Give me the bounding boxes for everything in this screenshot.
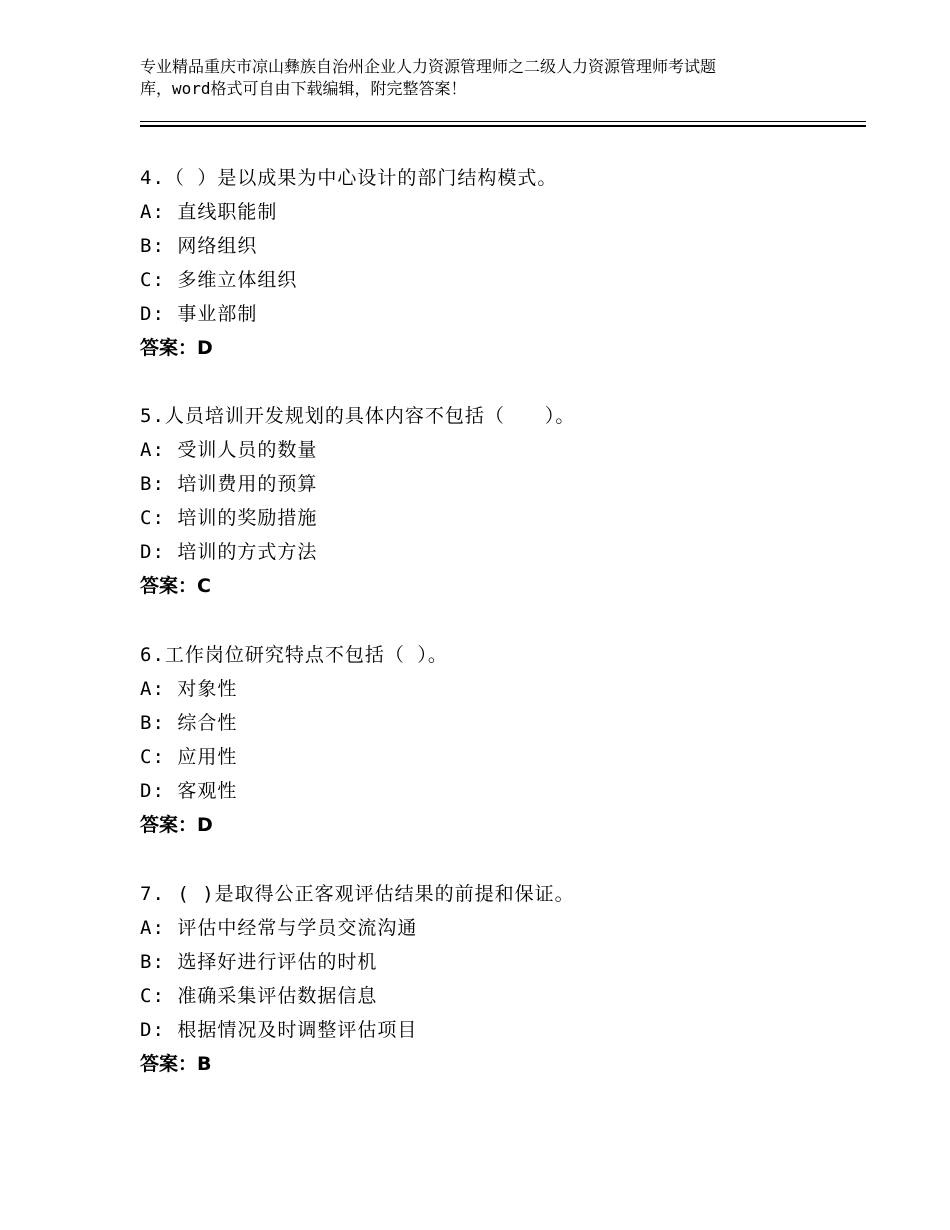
option-d: D: 根据情况及时调整评估项目 [140, 1019, 418, 1041]
option-a: A: 评估中经常与学员交流沟通 [140, 917, 418, 939]
option-a: A: 对象性 [140, 678, 238, 700]
answer: 答案：D [140, 814, 213, 836]
header-divider-thin [140, 121, 866, 122]
option-c: C: 培训的奖励措施 [140, 507, 318, 529]
option-b: B: 培训费用的预算 [140, 473, 318, 495]
document-header [140, 56, 830, 100]
option-d: D: 事业部制 [140, 303, 258, 325]
question-stem: 7. ( )是取得公正客观评估结果的前提和保证。 [140, 883, 575, 905]
question-5 [140, 399, 840, 603]
option-c: C: 准确采集评估数据信息 [140, 985, 378, 1007]
answer: 答案：C [140, 575, 211, 597]
option-c: C: 应用性 [140, 746, 238, 768]
option-b: B: 网络组织 [140, 235, 258, 257]
question-6 [140, 638, 840, 842]
question-stem: 6.工作岗位研究特点不包括（ ）。 [140, 644, 448, 666]
answer: 答案：D [140, 337, 213, 359]
option-a: A: 受训人员的数量 [140, 439, 318, 461]
option-b: B: 综合性 [140, 712, 238, 734]
question-4 [140, 161, 840, 365]
question-7 [140, 877, 840, 1081]
option-a: A: 直线职能制 [140, 201, 278, 223]
option-c: C: 多维立体组织 [140, 269, 298, 291]
answer: 答案：B [140, 1053, 212, 1075]
option-d: D: 客观性 [140, 780, 238, 802]
option-b: B: 选择好进行评估的时机 [140, 951, 378, 973]
header-divider-thick [140, 125, 866, 127]
header-line-1: 专业精品重庆市凉山彝族自治州企业人力资源管理师之二级人力资源管理师考试题 [140, 57, 717, 76]
question-stem: 5.人员培训开发规划的具体内容不包括（ ）。 [140, 405, 576, 427]
header-line-2: 库，word格式可自由下载编辑，附完整答案！ [140, 79, 467, 98]
option-d: D: 培训的方式方法 [140, 541, 318, 563]
question-stem: 4.（ ）是以成果为中心设计的部门结构模式。 [140, 167, 558, 189]
